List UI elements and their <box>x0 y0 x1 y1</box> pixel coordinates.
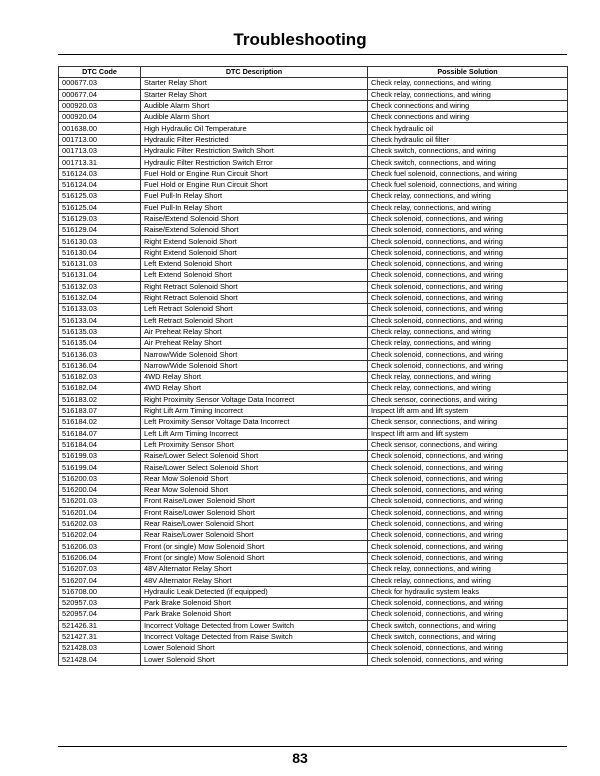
table-row <box>59 631 568 642</box>
possible-solution-cell: Check switch, connections, and wiring <box>368 157 568 168</box>
dtc-description-cell: Audible Alarm Short <box>141 112 368 123</box>
dtc-code-cell: 516130.04 <box>59 247 141 258</box>
table-row <box>59 236 568 247</box>
possible-solution-cell: Inspect lift arm and lift system <box>368 428 568 439</box>
possible-solution-cell: Check hydraulic oil filter <box>368 134 568 145</box>
possible-solution-cell: Check relay, connections, and wiring <box>368 326 568 337</box>
dtc-description-cell: Rear Mow Solenoid Short <box>141 473 368 484</box>
dtc-description-cell: Park Brake Solenoid Short <box>141 609 368 620</box>
dtc-description-cell: Lower Solenoid Short <box>141 643 368 654</box>
dtc-description-cell: Raise/Extend Solenoid Short <box>141 225 368 236</box>
table-row <box>59 157 568 168</box>
dtc-code-cell: 516129.04 <box>59 225 141 236</box>
table-row <box>59 575 568 586</box>
dtc-description-cell: 48V Alternator Relay Short <box>141 575 368 586</box>
dtc-code-cell: 001638.00 <box>59 123 141 134</box>
dtc-description-cell: Fuel Pull-In Relay Short <box>141 202 368 213</box>
dtc-description-cell: Hydraulic Leak Detected (if equipped) <box>141 586 368 597</box>
dtc-code-cell: 516132.03 <box>59 281 141 292</box>
dtc-code-cell: 516129.03 <box>59 213 141 224</box>
possible-solution-cell: Check relay, connections, and wiring <box>368 372 568 383</box>
dtc-description-cell: Incorrect Voltage Detected from Raise Switch <box>141 631 368 642</box>
dtc-code-cell: 000920.03 <box>59 100 141 111</box>
page-number: 83 <box>292 750 308 766</box>
dtc-description-cell: Left Retract Solenoid Short <box>141 315 368 326</box>
dtc-table <box>58 66 568 666</box>
table-row <box>59 609 568 620</box>
table-row <box>59 259 568 270</box>
possible-solution-cell: Check relay, connections, and wiring <box>368 202 568 213</box>
dtc-table-body <box>59 78 568 665</box>
table-row <box>59 146 568 157</box>
dtc-description-cell: Right Extend Solenoid Short <box>141 247 368 258</box>
dtc-code-cell: 516200.03 <box>59 473 141 484</box>
possible-solution-cell: Check connections and wiring <box>368 112 568 123</box>
possible-solution-cell: Check solenoid, connections, and wiring <box>368 518 568 529</box>
dtc-description-cell: 4WD Relay Short <box>141 383 368 394</box>
table-row <box>59 564 568 575</box>
dtc-description-cell: Narrow/Wide Solenoid Short <box>141 360 368 371</box>
dtc-code-cell: 516207.03 <box>59 564 141 575</box>
table-row <box>59 530 568 541</box>
possible-solution-cell: Check fuel solenoid, connections, and wiring <box>368 179 568 190</box>
page-title: Troubleshooting <box>233 30 367 49</box>
dtc-description-cell: Audible Alarm Short <box>141 100 368 111</box>
dtc-description-cell: 48V Alternator Relay Short <box>141 564 368 575</box>
table-row <box>59 552 568 563</box>
possible-solution-cell: Check solenoid, connections, and wiring <box>368 530 568 541</box>
header-dtc-code: DTC Code <box>59 67 141 78</box>
dtc-code-cell: 516199.03 <box>59 451 141 462</box>
possible-solution-cell: Check relay, connections, and wiring <box>368 575 568 586</box>
dtc-code-cell: 521428.03 <box>59 643 141 654</box>
dtc-code-cell: 516201.04 <box>59 507 141 518</box>
dtc-code-cell: 516184.04 <box>59 439 141 450</box>
possible-solution-cell: Check solenoid, connections, and wiring <box>368 643 568 654</box>
possible-solution-cell: Check solenoid, connections, and wiring <box>368 484 568 495</box>
table-row <box>59 405 568 416</box>
possible-solution-cell: Check sensor, connections, and wiring <box>368 417 568 428</box>
dtc-description-cell: Starter Relay Short <box>141 89 368 100</box>
possible-solution-cell: Check switch, connections, and wiring <box>368 631 568 642</box>
dtc-code-cell: 516184.02 <box>59 417 141 428</box>
table-row <box>59 247 568 258</box>
table-row <box>59 134 568 145</box>
possible-solution-cell: Check solenoid, connections, and wiring <box>368 597 568 608</box>
table-row <box>59 372 568 383</box>
dtc-code-cell: 516183.07 <box>59 405 141 416</box>
dtc-code-cell: 516201.03 <box>59 496 141 507</box>
possible-solution-cell: Check solenoid, connections, and wiring <box>368 451 568 462</box>
dtc-code-cell: 000677.03 <box>59 78 141 89</box>
dtc-code-cell: 516182.03 <box>59 372 141 383</box>
dtc-code-cell: 521426.31 <box>59 620 141 631</box>
dtc-description-cell: Lower Solenoid Short <box>141 654 368 665</box>
dtc-description-cell: Raise/Lower Select Solenoid Short <box>141 462 368 473</box>
possible-solution-cell: Check solenoid, connections, and wiring <box>368 462 568 473</box>
table-row <box>59 507 568 518</box>
dtc-code-cell: 516182.04 <box>59 383 141 394</box>
dtc-code-cell: 521427.31 <box>59 631 141 642</box>
header-possible-solution: Possible Solution <box>368 67 568 78</box>
dtc-code-cell: 521428.04 <box>59 654 141 665</box>
possible-solution-cell: Check connections and wiring <box>368 100 568 111</box>
dtc-code-cell: 516206.03 <box>59 541 141 552</box>
dtc-description-cell: Fuel Pull-In Relay Short <box>141 191 368 202</box>
table-row <box>59 304 568 315</box>
dtc-description-cell: Rear Mow Solenoid Short <box>141 484 368 495</box>
possible-solution-cell: Inspect lift arm and lift system <box>368 405 568 416</box>
dtc-code-cell: 520957.04 <box>59 609 141 620</box>
dtc-description-cell: Hydraulic Filter Restriction Switch Error <box>141 157 368 168</box>
dtc-description-cell: Left Proximity Sensor Short <box>141 439 368 450</box>
table-row <box>59 112 568 123</box>
possible-solution-cell: Check fuel solenoid, connections, and wiring <box>368 168 568 179</box>
table-row <box>59 360 568 371</box>
dtc-description-cell: Incorrect Voltage Detected from Lower Switch <box>141 620 368 631</box>
possible-solution-cell: Check solenoid, connections, and wiring <box>368 292 568 303</box>
possible-solution-cell: Check solenoid, connections, and wiring <box>368 281 568 292</box>
possible-solution-cell: Check solenoid, connections, and wiring <box>368 507 568 518</box>
dtc-description-cell: Front (or single) Mow Solenoid Short <box>141 552 368 563</box>
dtc-code-cell: 001713.31 <box>59 157 141 168</box>
possible-solution-cell: Check solenoid, connections, and wiring <box>368 304 568 315</box>
possible-solution-cell: Check for hydraulic system leaks <box>368 586 568 597</box>
table-row <box>59 439 568 450</box>
table-row <box>59 191 568 202</box>
dtc-code-cell: 516136.03 <box>59 349 141 360</box>
possible-solution-cell: Check solenoid, connections, and wiring <box>368 360 568 371</box>
dtc-code-cell: 516124.03 <box>59 168 141 179</box>
table-row <box>59 541 568 552</box>
possible-solution-cell: Check solenoid, connections, and wiring <box>368 496 568 507</box>
dtc-description-cell: Hydraulic Filter Restriction Switch Short <box>141 146 368 157</box>
possible-solution-cell: Check solenoid, connections, and wiring <box>368 541 568 552</box>
possible-solution-cell: Check solenoid, connections, and wiring <box>368 247 568 258</box>
dtc-description-cell: Right Retract Solenoid Short <box>141 281 368 292</box>
dtc-description-cell: Front (or single) Mow Solenoid Short <box>141 541 368 552</box>
dtc-code-cell: 516125.04 <box>59 202 141 213</box>
dtc-code-cell: 516136.04 <box>59 360 141 371</box>
table-row <box>59 270 568 281</box>
possible-solution-cell: Check solenoid, connections, and wiring <box>368 213 568 224</box>
possible-solution-cell: Check solenoid, connections, and wiring <box>368 349 568 360</box>
dtc-code-cell: 516125.03 <box>59 191 141 202</box>
table-row <box>59 654 568 665</box>
dtc-description-cell: Rear Raise/Lower Solenoid Short <box>141 518 368 529</box>
dtc-code-cell: 516200.04 <box>59 484 141 495</box>
dtc-description-cell: 4WD Relay Short <box>141 372 368 383</box>
table-row <box>59 394 568 405</box>
dtc-description-cell: Fuel Hold or Engine Run Circuit Short <box>141 168 368 179</box>
table-row <box>59 473 568 484</box>
dtc-code-cell: 520957.03 <box>59 597 141 608</box>
table-row <box>59 586 568 597</box>
dtc-description-cell: Raise/Extend Solenoid Short <box>141 213 368 224</box>
header-row <box>59 67 568 78</box>
dtc-table-header <box>59 67 568 78</box>
dtc-code-cell: 000920.04 <box>59 112 141 123</box>
dtc-code-cell: 516207.04 <box>59 575 141 586</box>
table-row <box>59 620 568 631</box>
dtc-description-cell: Left Extend Solenoid Short <box>141 270 368 281</box>
dtc-code-cell: 516708.00 <box>59 586 141 597</box>
table-row <box>59 484 568 495</box>
possible-solution-cell: Check solenoid, connections, and wiring <box>368 552 568 563</box>
dtc-code-cell: 000677.04 <box>59 89 141 100</box>
table-row <box>59 100 568 111</box>
table-row <box>59 349 568 360</box>
table-row <box>59 168 568 179</box>
dtc-code-cell: 001713.00 <box>59 134 141 145</box>
table-row <box>59 225 568 236</box>
dtc-code-cell: 516132.04 <box>59 292 141 303</box>
possible-solution-cell: Check solenoid, connections, and wiring <box>368 654 568 665</box>
dtc-code-cell: 516131.03 <box>59 259 141 270</box>
possible-solution-cell: Check sensor, connections, and wiring <box>368 439 568 450</box>
dtc-description-cell: Hydraulic Filter Restricted <box>141 134 368 145</box>
dtc-code-cell: 516133.04 <box>59 315 141 326</box>
dtc-code-cell: 516183.02 <box>59 394 141 405</box>
table-row <box>59 202 568 213</box>
dtc-code-cell: 516202.04 <box>59 530 141 541</box>
dtc-description-cell: Rear Raise/Lower Solenoid Short <box>141 530 368 541</box>
possible-solution-cell: Check relay, connections, and wiring <box>368 338 568 349</box>
footer-divider <box>58 746 567 747</box>
table-row <box>59 643 568 654</box>
dtc-description-cell: Left Proximity Sensor Voltage Data Incorrect <box>141 417 368 428</box>
dtc-description-cell: Right Extend Solenoid Short <box>141 236 368 247</box>
possible-solution-cell: Check relay, connections, and wiring <box>368 78 568 89</box>
dtc-code-cell: 516124.04 <box>59 179 141 190</box>
table-row <box>59 123 568 134</box>
dtc-code-cell: 516135.04 <box>59 338 141 349</box>
possible-solution-cell: Check solenoid, connections, and wiring <box>368 473 568 484</box>
dtc-description-cell: Park Brake Solenoid Short <box>141 597 368 608</box>
dtc-code-cell: 516130.03 <box>59 236 141 247</box>
table-row <box>59 292 568 303</box>
possible-solution-cell: Check solenoid, connections, and wiring <box>368 236 568 247</box>
dtc-description-cell: Air Preheat Relay Short <box>141 326 368 337</box>
dtc-code-cell: 001713.03 <box>59 146 141 157</box>
dtc-description-cell: Left Extend Solenoid Short <box>141 259 368 270</box>
table-row <box>59 213 568 224</box>
dtc-description-cell: Narrow/Wide Solenoid Short <box>141 349 368 360</box>
table-row <box>59 597 568 608</box>
table-row <box>59 338 568 349</box>
dtc-description-cell: High Hydraulic Oil Temperature <box>141 123 368 134</box>
possible-solution-cell: Check solenoid, connections, and wiring <box>368 259 568 270</box>
possible-solution-cell: Check solenoid, connections, and wiring <box>368 609 568 620</box>
dtc-description-cell: Starter Relay Short <box>141 78 368 89</box>
table-row <box>59 281 568 292</box>
table-row <box>59 179 568 190</box>
possible-solution-cell: Check switch, connections, and wiring <box>368 146 568 157</box>
possible-solution-cell: Check solenoid, connections, and wiring <box>368 315 568 326</box>
table-row <box>59 383 568 394</box>
possible-solution-cell: Check solenoid, connections, and wiring <box>368 225 568 236</box>
dtc-description-cell: Raise/Lower Select Solenoid Short <box>141 451 368 462</box>
possible-solution-cell: Check relay, connections, and wiring <box>368 564 568 575</box>
table-row <box>59 78 568 89</box>
possible-solution-cell: Check relay, connections, and wiring <box>368 383 568 394</box>
dtc-description-cell: Front Raise/Lower Solenoid Short <box>141 496 368 507</box>
table-row <box>59 417 568 428</box>
dtc-description-cell: Right Lift Arm Timing Incorrect <box>141 405 368 416</box>
possible-solution-cell: Check solenoid, connections, and wiring <box>368 270 568 281</box>
table-row <box>59 518 568 529</box>
table-row <box>59 315 568 326</box>
table-row <box>59 326 568 337</box>
dtc-description-cell: Left Lift Arm Timing Incorrect <box>141 428 368 439</box>
dtc-code-cell: 516184.07 <box>59 428 141 439</box>
possible-solution-cell: Check switch, connections, and wiring <box>368 620 568 631</box>
possible-solution-cell: Check relay, connections, and wiring <box>368 191 568 202</box>
dtc-description-cell: Fuel Hold or Engine Run Circuit Short <box>141 179 368 190</box>
table-row <box>59 462 568 473</box>
dtc-code-cell: 516199.04 <box>59 462 141 473</box>
dtc-description-cell: Air Preheat Relay Short <box>141 338 368 349</box>
dtc-code-cell: 516133.03 <box>59 304 141 315</box>
table-row <box>59 496 568 507</box>
table-row <box>59 89 568 100</box>
dtc-description-cell: Right Proximity Sensor Voltage Data Incorrect <box>141 394 368 405</box>
possible-solution-cell: Check sensor, connections, and wiring <box>368 394 568 405</box>
header-dtc-description: DTC Description <box>141 67 368 78</box>
title-divider <box>58 54 567 55</box>
dtc-code-cell: 516135.03 <box>59 326 141 337</box>
dtc-description-cell: Front Raise/Lower Solenoid Short <box>141 507 368 518</box>
dtc-code-cell: 516131.04 <box>59 270 141 281</box>
dtc-code-cell: 516202.03 <box>59 518 141 529</box>
dtc-description-cell: Right Retract Solenoid Short <box>141 292 368 303</box>
table-row <box>59 428 568 439</box>
dtc-description-cell: Left Retract Solenoid Short <box>141 304 368 315</box>
table-row <box>59 451 568 462</box>
dtc-code-cell: 516206.04 <box>59 552 141 563</box>
possible-solution-cell: Check hydraulic oil <box>368 123 568 134</box>
possible-solution-cell: Check relay, connections, and wiring <box>368 89 568 100</box>
